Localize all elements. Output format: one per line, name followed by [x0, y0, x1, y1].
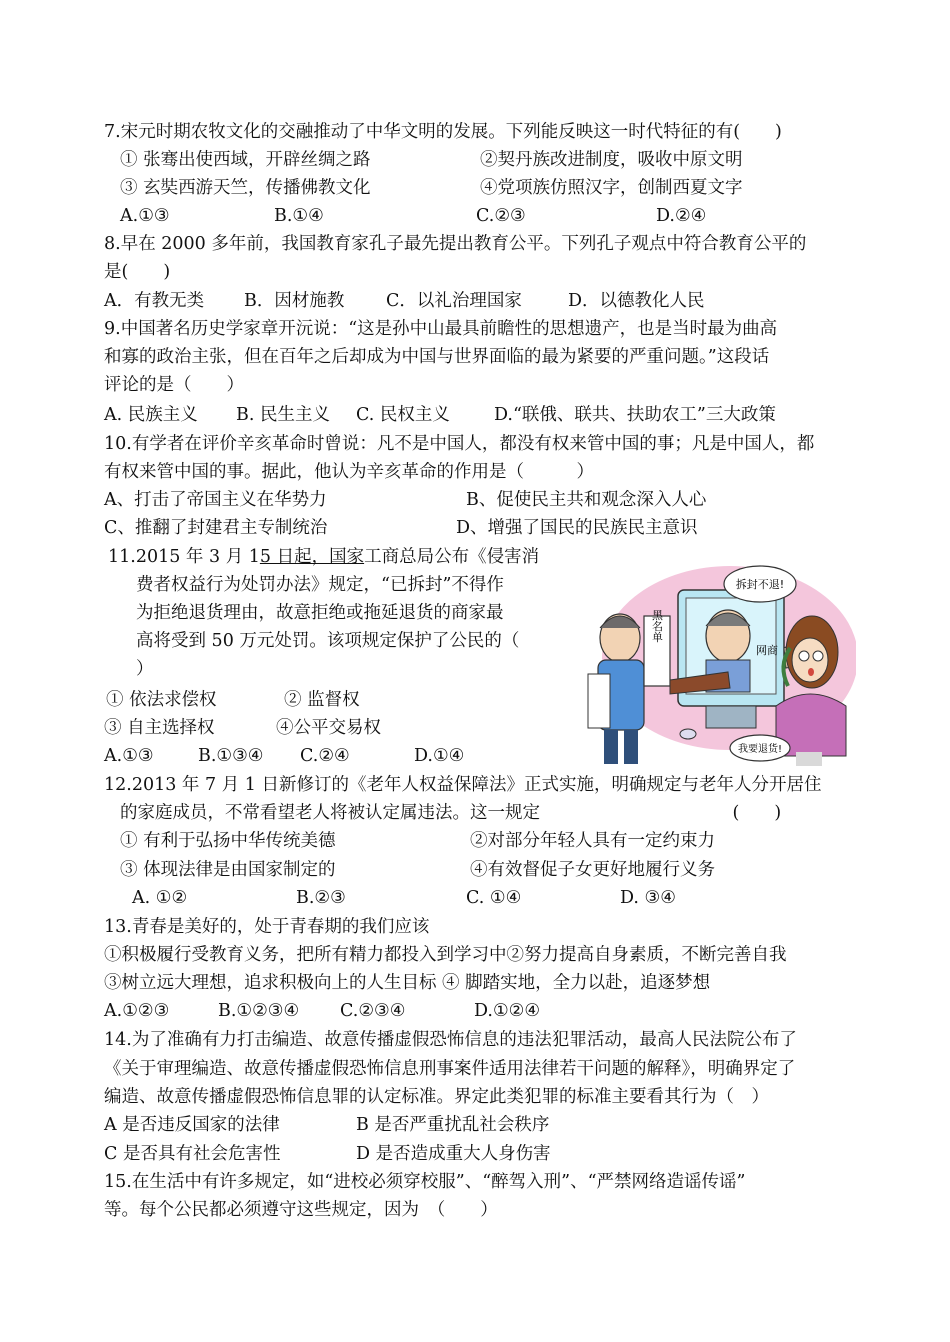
q13-stem: 13.青春是美好的，处于青春期的我们应该 — [104, 917, 430, 937]
q11-stem-line-3: 为拒绝退货理由，故意拒绝或拖延退货的商家最 — [136, 603, 504, 623]
q11-stem-line-2: 费者权益行为处罚办法》规定，“已拆封”不得作 — [136, 575, 504, 595]
q11-item-3: ③ 自主选择权 — [104, 718, 215, 738]
q7-option-b: B.①④ — [274, 206, 324, 226]
q14-option-a: A 是否违反国家的法律 — [104, 1115, 280, 1135]
q8-stem-line-2: 是( ) — [104, 262, 171, 282]
q15-stem-line-1: 15.在生活中有许多规定，如“进校必须穿校服”、“醉驾入刑”、“严禁网络造谣传谣” — [104, 1172, 746, 1192]
q11-item-4: ④公平交易权 — [276, 718, 381, 738]
q7-option-a: A.①③ — [120, 206, 170, 226]
q11-illustration — [578, 556, 856, 772]
q11-option-d: D.①④ — [414, 746, 465, 766]
q13-option-d: D.①②④ — [474, 1001, 541, 1021]
q12-option-c: C. ①④ — [466, 888, 522, 908]
q10-option-b: B、促使民主共和观念深入人心 — [466, 490, 707, 510]
q10-option-c: C、推翻了封建君主专制统治 — [104, 518, 328, 538]
q12-item-1: ① 有利于弘扬中华传统美德 — [120, 831, 336, 851]
q14-stem-line-1: 14.为了准确有力打击编造、故意传播虚假恐怖信息的违法犯罪活动，最高人民法院公布了 — [104, 1030, 797, 1050]
q7-item-2: ②契丹族改进制度，吸收中原文明 — [480, 150, 743, 170]
q7-option-d: D.②④ — [656, 206, 707, 226]
q13-items-line-2: ③树立远大理想，追求积极向上的人生目标 ④ 脚踏实地，全力以赴，追逐梦想 — [104, 973, 711, 993]
q11-option-a: A.①③ — [104, 746, 154, 766]
q11-option-b: B.①③④ — [198, 746, 264, 766]
blacklist-sign — [644, 609, 670, 686]
q13-option-b: B.①②③④ — [218, 1001, 300, 1021]
q9-stem-line-2: 和寡的政治主张，但在百年之后却成为中国与世界面临的最为紧要的严重问题。”这段话 — [104, 347, 770, 367]
q11-stem-part-a: 11.2015 年 3 月 1 — [108, 547, 260, 567]
q13-items-line-1: ①积极履行受教育义务，把所有精力都投入到学习中②努力提高自身素质，不断完善自我 — [104, 945, 787, 965]
q9-stem-line-3: 评论的是（ ） — [104, 375, 244, 395]
q8-stem-line-1: 8.早在 2000 多年前，我国教育家孔子最先提出教育公平。下列孔子观点中符合教育公平的 — [104, 234, 807, 254]
q7-item-4: ④党项族仿照汉字，创制西夏文字 — [480, 178, 743, 198]
q7-item-3: ③ 玄奘西游天竺，传播佛教文化 — [120, 178, 371, 198]
q15-stem-line-2: 等。每个公民都必须遵守这些规定，因为 （ ） — [104, 1200, 498, 1220]
sign-label: 黑名单 — [650, 609, 664, 643]
q9-option-c: C. 民权主义 — [356, 405, 450, 425]
q12-stem-line-1: 12.2013 年 7 月 1 日新修订的《老年人权益保障法》正式实施，明确规定与老年人分开居住 — [104, 775, 822, 795]
q12-item-4: ④有效督促子女更好地履行义务 — [470, 860, 715, 880]
q12-stem-line-2: 的家庭成员，不常看望老人将被认定属违法。这一规定 ( ) — [120, 803, 782, 823]
q9-option-b: B. 民生主义 — [236, 405, 330, 425]
q10-option-a: A、打击了帝国主义在华势力 — [104, 490, 327, 510]
speech-bubble-top — [724, 566, 796, 602]
bubble-bottom-text: 我要退货! — [737, 744, 783, 755]
q7-option-c: C.②③ — [476, 206, 526, 226]
q12-option-d: D. ③④ — [620, 888, 676, 908]
q8-option-a: A．有教无类 — [104, 291, 205, 311]
q8-option-d: D．以德教化人民 — [568, 291, 705, 311]
q13-option-c: C.②③④ — [340, 1001, 406, 1021]
q11-stem-underlined: 5 日起，国家 — [259, 547, 365, 567]
q9-option-a: A. 民族主义 — [104, 405, 198, 425]
q13-option-a: A.①②③ — [104, 1001, 170, 1021]
speech-bubble-bottom — [730, 735, 790, 761]
q14-option-c: C 是否具有社会危害性 — [104, 1144, 281, 1164]
q12-option-b: B.②③ — [296, 888, 346, 908]
q7-item-1: ① 张骞出使西域，开辟丝绸之路 — [120, 150, 371, 170]
q9-option-d: D.“联俄、联共、扶助农工”三大政策 — [494, 405, 776, 425]
q10-option-d: D、增强了国民的民族民主意识 — [456, 518, 698, 538]
q11-item-2: ② 监督权 — [284, 690, 360, 710]
q8-option-c: C．以礼治理国家 — [386, 291, 522, 311]
q11-stem-line-5: ） — [136, 659, 154, 679]
q14-option-d: D 是否造成重大人身伤害 — [356, 1144, 551, 1164]
q14-stem-line-2: 《关于审理编造、故意传播虚假恐怖信息刑事案件适用法律若干问题的解释》，明确界定了 — [104, 1059, 796, 1079]
q11-stem-line-4: 高将受到 50 万元处罚。该项规定保护了公民的（ — [136, 631, 520, 651]
q10-stem-line-2: 有权来管中国的事。据此，他认为辛亥革命的作用是（ ） — [104, 462, 594, 482]
q12-item-2: ②对部分年轻人具有一定约束力 — [470, 831, 715, 851]
screen-label: 网商 — [756, 644, 778, 657]
q11-option-c: C.②④ — [300, 746, 350, 766]
q7-stem: 7.宋元时期农牧文化的交融推动了中华文明的发展。下列能反映这一时代特征的有( ) — [104, 122, 782, 142]
q14-stem-line-3: 编造、故意传播虚假恐怖信息罪的认定标准。界定此类犯罪的标准主要看其行为（ ） — [104, 1087, 769, 1107]
bubble-top-text: 拆封不退! — [735, 578, 785, 591]
q14-option-b: B 是否严重扰乱社会秩序 — [356, 1115, 550, 1135]
q12-item-3: ③ 体现法律是由国家制定的 — [120, 860, 336, 880]
q11-item-1: ① 依法求偿权 — [106, 690, 217, 710]
q10-stem-line-1: 10.有学者在评价辛亥革命时曾说：凡不是中国人，都没有权来管中国的事；凡是中国人，都 — [104, 434, 815, 454]
q11-stem-line-1 — [108, 543, 539, 571]
blurred-watermark — [796, 752, 822, 766]
q8-option-b: B．因材施教 — [244, 291, 345, 311]
q9-stem-line-1: 9.中国著名历史学家章开沅说：“这是孙中山最具前瞻性的思想遗产，也是当时最为曲高 — [104, 319, 778, 339]
q12-option-a: A. ①② — [132, 888, 188, 908]
q11-stem-part-b: 工商总局公布《侵害消 — [364, 547, 540, 567]
